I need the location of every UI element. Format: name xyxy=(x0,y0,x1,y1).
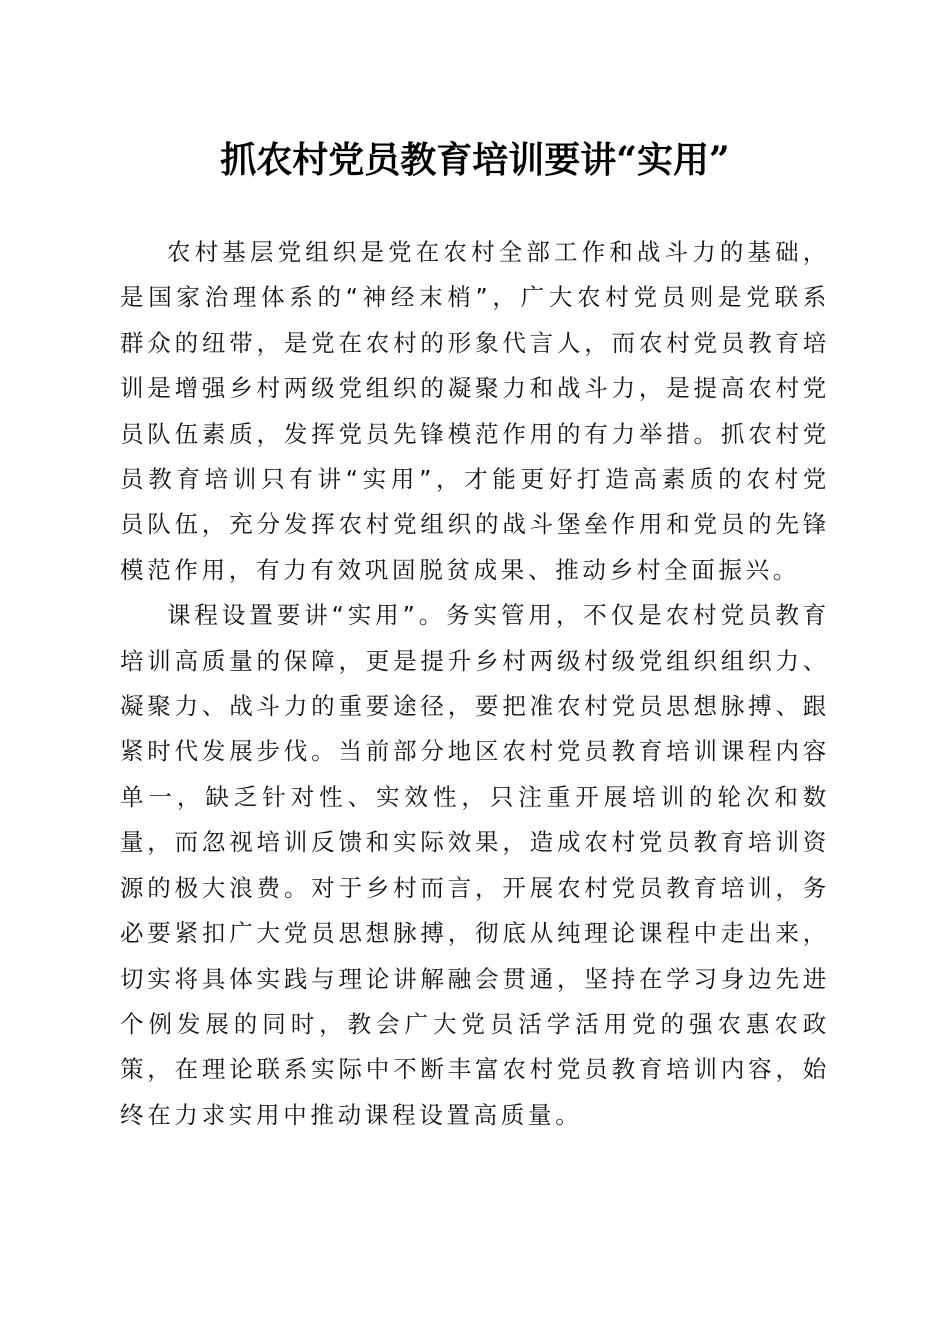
document-body xyxy=(120,230,830,1138)
paragraph-intro: 农村基层党组织是党在农村全部工作和战斗力的基础，是国家治理体系的“神经末梢”，广大农村党员则是党联系群众的纽带，是党在农村的形象代言人，而农村党员教育培训是增强乡村两级党组织的凝聚力和战斗力，是提高农村党员队伍素质，发挥党员先锋模范作用的有力举措。抓农村党员教育培训只有讲“实用”，才能更好打造高素质的农村党员队伍，充分发挥农村党组织的战斗堡垒作用和党员的先锋模范作用，有力有效巩固脱贫成果、推动乡村全面振兴。 xyxy=(120,238,830,584)
paragraph-course-design: 课程设置要讲“实用”。务实管用，不仅是农村党员教育培训高质量的保障，更是提升乡村两级村级党组织组织力、凝聚力、战斗力的重要途径，要把准农村党员思想脉搏、跟紧时代发展步伐。当前部分地区农村党员教育培训课程内容单一，缺乏针对性、实效性，只注重开展培训的轮次和数量，而忽视培训反馈和实际效果，造成农村党员教育培训资源的极大浪费。对于乡村而言，开展农村党员教育培训，务必要紧扣广大党员思想脉搏，彻底从纯理论课程中走出来，切实将具体实践与理论讲解融会贯通，坚持在学习身边先进个例发展的同时，教会广大党员活学活用党的强农惠农政策，在理论联系实际中不断丰富农村党员教育培训内容，始终在力求实用中推动课程设置高质量。 xyxy=(120,601,830,1129)
document-title: 抓农村党员教育培训要讲“实用” xyxy=(220,139,730,181)
